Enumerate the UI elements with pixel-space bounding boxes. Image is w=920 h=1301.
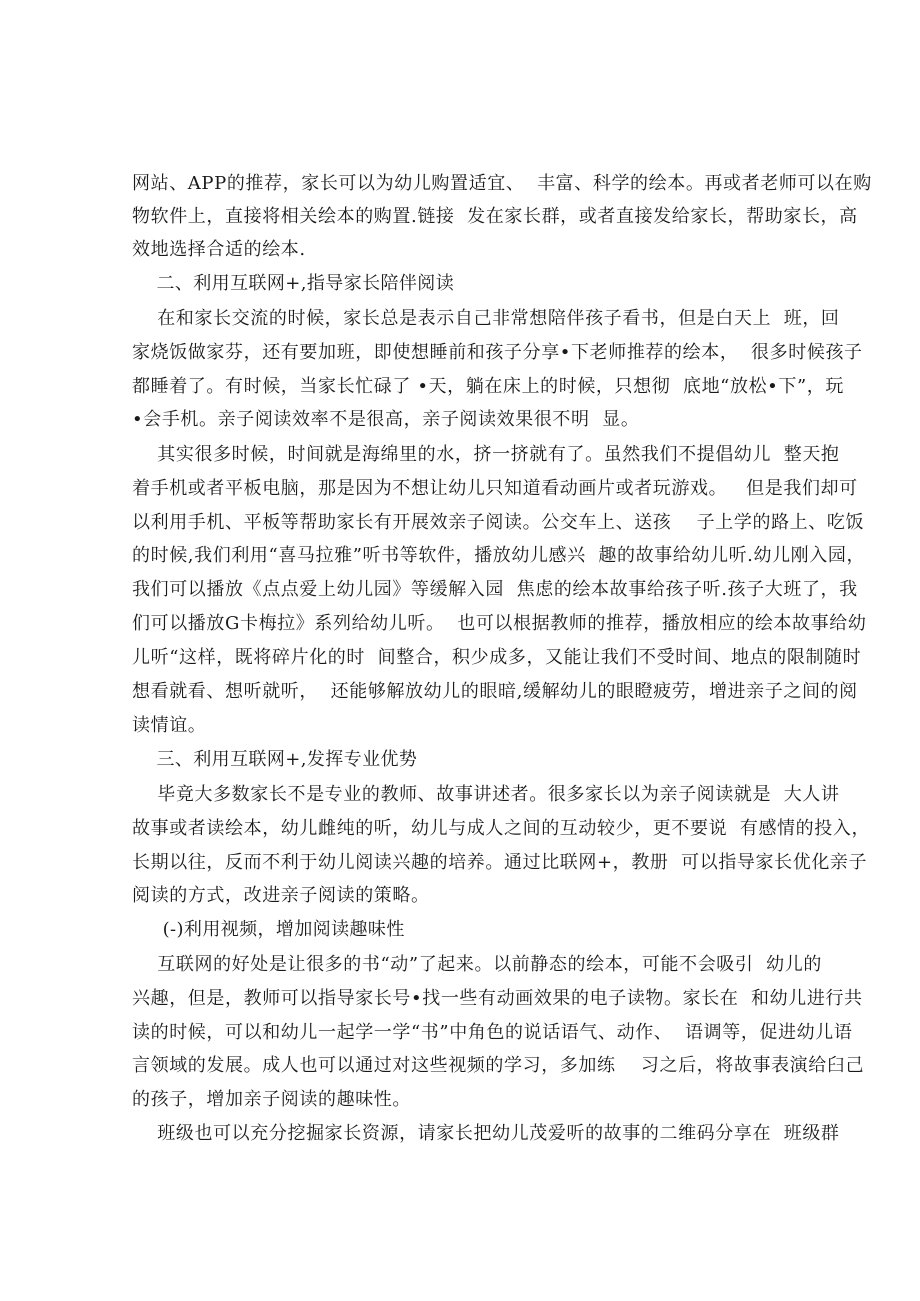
text-line: 兴趣，但是，教师可以指导家长号•找一些有动画效果的电子读物。家长在 和幼儿进行共 bbox=[132, 988, 863, 1009]
text-line: 以利用手机、平板等帮助家长有开展效亲子阅读。公交车上、送孩 子上学的路上、吃饭 bbox=[132, 512, 865, 533]
section-heading: 三、利用互联网+,发挥专业优势 bbox=[132, 749, 418, 770]
text-line: 我们可以播放《点点爱上幼儿园》等缓解入园 焦虑的绘本故事给孩子听.孩子大班了，我 bbox=[132, 579, 858, 600]
section-heading: 二、利用互联网+,指导家长陪伴阅读 bbox=[132, 273, 455, 294]
text-line: 都睡着了。有时候，当家长忙碌了 •天，躺在床上的时候，只想彻 底地“放松•下”，玩 bbox=[132, 376, 844, 397]
text-line: 阅读的方式，改进亲子阅读的策略。 bbox=[132, 885, 430, 906]
text-line: 言领域的发展。成人也可以通过对这些视频的学习，多加练 习之后，将故事表演给臼己 bbox=[132, 1055, 865, 1076]
text-line: •会手机。亲子阅读效率不是很高，亲子阅读效果很不明 显。 bbox=[132, 409, 640, 430]
text-line: 家烧饭做家芬，还有要加班，即使想睡前和孩子分享•下老师推荐的绘本， 很多时候孩子 bbox=[132, 342, 863, 363]
text-line: 读情谊。 bbox=[132, 715, 207, 736]
text-line: 的孩子，增加亲子阅读的趣味性。 bbox=[132, 1089, 411, 1110]
text-line: 班级也可以充分挖掘家长资源，请家长把幼儿茂爱听的故事的二维码分享在 班级群 bbox=[132, 1123, 840, 1144]
text-line: 物软件上，直接将相关绘本的购置.链接 发在家长群，或者直接发给家长，帮助家长，高 bbox=[132, 206, 858, 227]
text-line: 网站、APP的推荐，家长可以为幼儿购置适宜、 丰富、科学的绘本。再或者老师可以在购 bbox=[132, 173, 872, 194]
text-line: 互联网的好处是让很多的书“动”了起来。以前静态的绘本，可能不会吸引 幼儿的 bbox=[132, 954, 822, 975]
text-line: 着手机或者平板电脑，那是因为不想让幼儿只知道看动画片或者玩游戏。 但是我们却可 bbox=[132, 478, 858, 499]
text-line: 在和家长交流的时候，家长总是表示自己非常想陪伴孩子看书，但是白天上 班，回 bbox=[132, 308, 840, 329]
text-line: 长期以往，反而不利于幼儿阅读兴趣的培养。通过比联网+，教册 可以指导家长优化亲子 bbox=[132, 852, 868, 873]
text-line: 毕竟大多数家长不是专业的教师、故事讲述者。很多家长以为亲子阅读就是 大人讲 bbox=[132, 784, 840, 805]
text-line: 故事或者读绘本，幼儿雌纯的听，幼儿与成人之间的互动较少，更不要说 有感情的投入， bbox=[132, 818, 871, 839]
text-line: 想看就看、想听就听， 还能够解放幼儿的眼暗,缓解幼儿的眼瞪疲劳，增进亲子之间的阅 bbox=[132, 681, 858, 702]
text-line: 读的时候，可以和幼儿一起学一学“书”中角色的说话语气、动作、 语调等，促进幼儿语 bbox=[132, 1022, 853, 1043]
text-line: 效地选择合适的绘本. bbox=[132, 239, 306, 260]
text-line: 儿听“这样，既将碎片化的时 间整合，积少成多，又能让我们不受时间、地点的限制随时 bbox=[132, 647, 862, 668]
text-line: 们可以播放G卡梅拉》系列给幼儿听。 也可以根据教师的推荐，播放相应的绘本故事给幼 bbox=[132, 613, 867, 634]
text-line: 其实很多时候，时间就是海绵里的水，挤一挤就有了。虽然我们不提倡幼儿 整天抱 bbox=[132, 444, 840, 465]
subsection-heading: (-)利用视频，增加阅读趣味性 bbox=[132, 919, 405, 940]
text-line: 的时候,我们利用“喜马拉雅”听书等软件，播放幼儿感兴 趣的故事给幼儿听.幼儿刚入园， bbox=[132, 545, 866, 566]
